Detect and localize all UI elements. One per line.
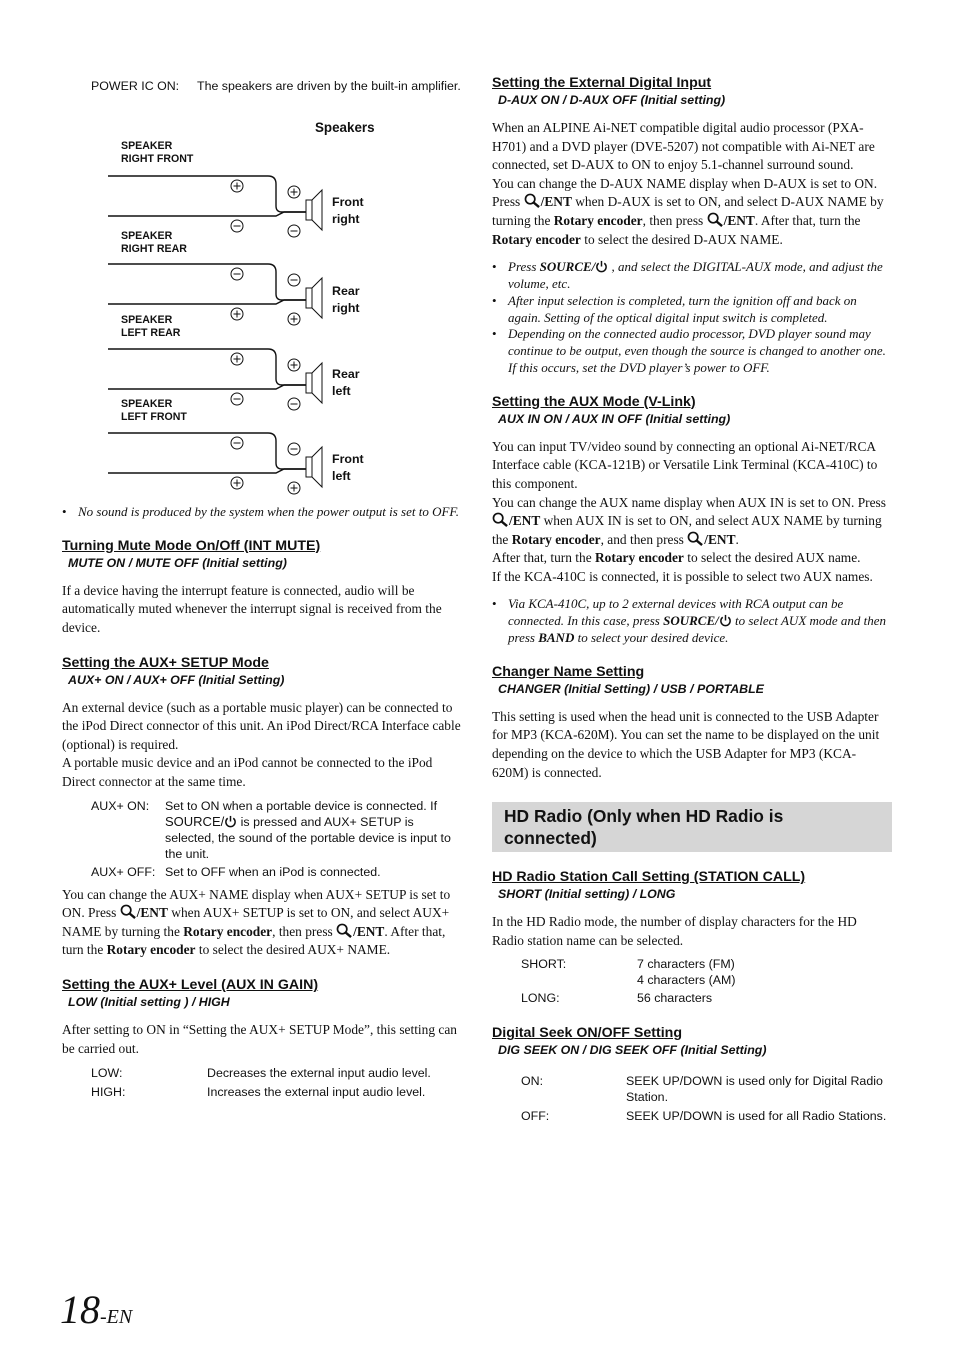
power-ic-term: POWER IC ON: (91, 79, 180, 93)
search-icon (336, 923, 353, 938)
section-aux-vlink (492, 393, 892, 647)
power-icon (719, 614, 732, 627)
speaker-cone (312, 363, 322, 403)
hd-radio-banner: HD Radio (Only when HD Radio is connected) (492, 802, 892, 852)
section-options: LOW (Initial setting ) / HIGH (68, 994, 230, 1009)
wire (108, 385, 312, 389)
search-icon (120, 904, 137, 919)
section-body: An external device (such as a portable music player) can be connected to the iPod Direct connector of this unit. An iPod Direct/RCA Interface cable (optional) is required. (62, 699, 461, 752)
section-options: CHANGER (Initial Setting) / USB / PORTABLE (498, 681, 764, 696)
section-options: SHORT (Initial setting) / LONG (498, 887, 676, 902)
section-heading: Changer Name Setting (492, 663, 645, 680)
power-icon (224, 815, 237, 828)
section-body: If a device having the interrupt feature is connected, audio will be automatically muted whenever the interrupt signal is received from the device. (62, 582, 442, 635)
high-term: HIGH: (91, 1085, 126, 1100)
aux-setup-deflist (91, 798, 462, 880)
search-icon (707, 212, 724, 227)
seek-off-term: OFF: (521, 1109, 550, 1124)
aux-on-desc: Set to ON when a portable device is connected. If SOURCE/ is pressed and AUX+ SETUP is selected, the sound of the portable device is input to the unit. (165, 798, 451, 861)
section-station-call (492, 868, 892, 1006)
short-term: SHORT: (521, 957, 567, 972)
section-options: MUTE ON / MUTE OFF (Initial setting) (68, 555, 287, 570)
diagram-title: Speakers (315, 120, 375, 135)
diagram-row-output: Front left (332, 452, 364, 483)
section-heading: HD Radio Station Call Setting (STATION CALL) (492, 869, 806, 886)
diagram-row-label: SPEAKER LEFT REAR (121, 314, 181, 339)
diagram-row-output: Rear right (332, 284, 360, 315)
station-call-deflist (521, 956, 892, 1006)
section-heading: Setting the External Digital Input (492, 75, 712, 91)
wire (108, 349, 312, 385)
section-changer-name (492, 663, 892, 782)
section-body: In the HD Radio mode, the number of display characters for the HD Radio station name can be selected. (492, 914, 857, 948)
search-icon (687, 531, 704, 546)
wire (108, 469, 312, 473)
long-desc: 56 characters (637, 991, 713, 1006)
section-body: After setting to ON in “Setting the AUX+ SETUP Mode”, this setting can be carried out. (62, 1021, 457, 1056)
wire (108, 433, 312, 469)
speaker-cone (312, 190, 322, 230)
section-digital-seek (492, 1024, 892, 1124)
section-body: A portable music device and an iPod cannot be connected to the iPod Direct connector at the same time. (62, 755, 433, 789)
aux-on-term: AUX+ ON: (91, 798, 150, 813)
section-body: You can input TV/video sound by connecting an optional Ai-NET/RCA Interface cable (KCA-121B) or Versatile Link Terminal (KCA-410C) to this component. (492, 438, 878, 491)
wire (108, 300, 312, 304)
diagram-row-output: Front right (332, 195, 364, 226)
section-heading: Setting the AUX+ SETUP Mode (62, 654, 269, 671)
section-options: D-AUX ON / D-AUX OFF (Initial setting) (498, 93, 726, 107)
section-body: If the KCA-410C is connected, it is possible to select two AUX names. (492, 568, 873, 584)
section-heading: Setting the AUX+ Level (AUX IN GAIN) (62, 976, 319, 993)
section-body: You can change the AUX name display when AUX IN is set to ON. Press /ENT when AUX IN is set to ON, and select AUX NAME by turning the Rotary encoder, and then press /ENT. (492, 494, 886, 547)
diagram-row-output: Rear left (332, 367, 360, 398)
right-column (492, 74, 892, 1124)
wire (108, 264, 312, 300)
long-term: LONG: (521, 991, 560, 1006)
note: • Depending on the connected audio processor, DVD player sound may continue to be output, even though the source is changed to another one. If this occurs, set the DVD player’s power to OFF. (492, 326, 892, 376)
note: • Press SOURCE/ , and select the DIGITAL-AUX mode, and adjust the volume, etc. (492, 259, 892, 293)
wire (108, 176, 312, 212)
note: • Via KCA-410C, up to 2 external devices with RCA output can be connected. In this case, press SOURCE/ to select AUX mode and then press BAND to select your desired device. (492, 596, 892, 646)
wiring-lines (62, 100, 462, 500)
digital-seek-deflist (521, 1073, 892, 1124)
left-column (62, 78, 462, 1102)
section-body: You can change the AUX+ NAME display when AUX+ SETUP is set to ON. Press /ENT when AUX+ SETUP is set to ON, and select AUX+ NAME by turning the Rotary encoder, then press /ENT. After that, turn the Rotary encoder to select the desired AUX+ NAME. (62, 886, 451, 958)
section-heading: Setting the AUX Mode (V-Link) (492, 393, 696, 410)
search-icon (524, 193, 541, 208)
section-external-digital-input (492, 74, 892, 377)
seek-on-term: ON: (521, 1074, 544, 1089)
speaker-wiring-diagram (62, 100, 462, 483)
speaker-cone (312, 278, 322, 318)
section-heading: Turning Mute Mode On/Off (INT MUTE) (62, 537, 321, 554)
speaker-icon (306, 288, 312, 308)
short-desc: 7 characters (FM) 4 characters (AM) (637, 957, 736, 988)
aux-level-deflist (91, 1064, 462, 1102)
section-body: This setting is used when the head unit is connected to the USB Adapter for MP3 (KCA-620M). You can set the name to be displayed on the unit depending on the device to which the USB Adapter for MP3 (KCA-620M) is connected. (492, 708, 880, 780)
seek-off-desc: SEEK UP/DOWN is used for all Radio Stations. (626, 1109, 887, 1124)
aux-off-desc: Set to OFF when an iPod is connected. (165, 864, 381, 879)
seek-on-desc: SEEK UP/DOWN is used only for Digital Radio Station. (626, 1074, 883, 1105)
search-icon (492, 512, 509, 527)
power-ic-desc: The speakers are driven by the built-in amplifier. (197, 79, 461, 93)
diagram-row-label: SPEAKER RIGHT FRONT (121, 140, 194, 165)
wire (108, 212, 312, 216)
section-aux-setup (62, 654, 462, 960)
speaker-icon (306, 373, 312, 393)
speaker-icon (306, 457, 312, 477)
low-term: LOW: (91, 1066, 123, 1081)
high-desc: Increases the external input audio level. (207, 1085, 426, 1100)
aux-off-term: AUX+ OFF: (91, 864, 156, 879)
low-desc: Decreases the external input audio level. (207, 1066, 431, 1081)
section-options: AUX+ ON / AUX+ OFF (Initial Setting) (68, 672, 285, 687)
page-number: 18-EN (60, 1287, 133, 1332)
power-ic-definition (91, 78, 462, 94)
power-icon (595, 260, 608, 273)
section-options: AUX IN ON / AUX IN OFF (Initial setting) (498, 411, 731, 426)
section-body: You can change the D-AUX NAME display when D-AUX is set to ON. Press /ENT when D-AUX is set to ON, and select D-AUX NAME by turning the Rotary encoder, then press /ENT. After that, turn the Rotary encoder to select the desired D-AUX NAME. (492, 175, 884, 247)
speaker-icon (306, 200, 312, 220)
section-aux-level (62, 976, 462, 1102)
speaker-cone (312, 447, 322, 487)
section-options: DIG SEEK ON / DIG SEEK OFF (Initial Setting) (498, 1043, 767, 1058)
note: • After input selection is completed, turn the ignition off and back on again. Setting of the optical digital input switch is completed. (492, 293, 892, 327)
section-int-mute (62, 537, 462, 638)
section-body: After that, turn the Rotary encoder to select the desired AUX name. (492, 550, 861, 566)
note-no-sound: • No sound is produced by the system when the power output is set to OFF. (62, 504, 462, 521)
section-body: When an ALPINE Ai-NET compatible digital audio processor (PXA-H701) and a DVD player (DVE-5207) not compatible with Ai-NET are connected, set D-AUX to ON to enjoy 5.1-channel surround sound. (492, 120, 875, 173)
diagram-row-label: SPEAKER RIGHT REAR (121, 230, 187, 255)
section-heading: Digital Seek ON/OFF Setting (492, 1025, 682, 1042)
diagram-row-label: SPEAKER LEFT FRONT (121, 398, 187, 423)
